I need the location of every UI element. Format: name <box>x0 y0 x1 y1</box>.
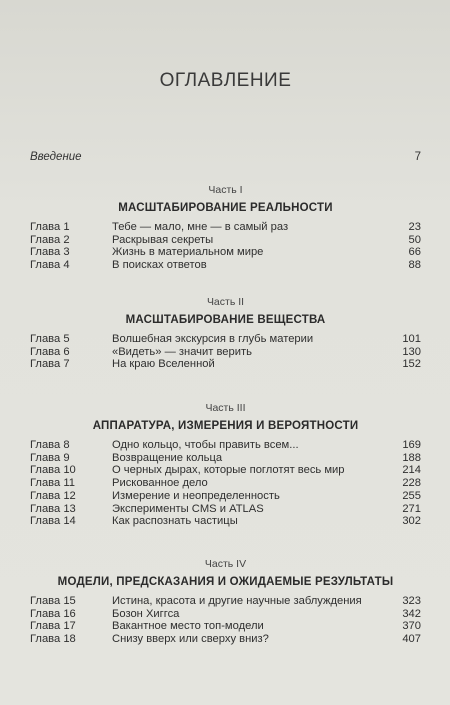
chapter-page: 169 <box>402 439 421 451</box>
part-label: Часть I <box>208 184 243 196</box>
toc-row <box>30 595 421 608</box>
chapter-title: Измерение и неопределенность <box>112 489 280 502</box>
chapter-page: 255 <box>402 489 421 502</box>
chapter-page: 370 <box>402 620 421 633</box>
chapter-number: Глава 18 <box>30 633 76 646</box>
part-label: Часть IV <box>204 558 247 570</box>
toc-row <box>30 633 421 646</box>
intro-page: 7 <box>414 151 421 163</box>
chapter-page: 271 <box>402 502 421 515</box>
chapter-page: 101 <box>402 333 421 345</box>
chapter-page: 66 <box>408 246 421 259</box>
part-1 <box>30 184 421 272</box>
chapter-number: Глава 3 <box>30 246 70 259</box>
toc-row <box>30 358 421 371</box>
chapter-number: Глава 10 <box>30 464 76 477</box>
chapter-title: Вакантное место топ-модели <box>112 620 264 633</box>
chapter-number: Глава 14 <box>30 515 76 528</box>
toc-row <box>30 515 421 528</box>
toc-row <box>30 246 421 259</box>
chapter-title: В поисках ответов <box>112 259 207 272</box>
chapter-list <box>30 595 421 646</box>
chapter-title: Раскрывая секреты <box>112 233 214 246</box>
chapter-number: Глава 4 <box>30 259 70 272</box>
chapter-title: Эксперименты CMS и ATLAS <box>112 502 264 515</box>
part-label: Часть II <box>206 296 245 308</box>
toc-intro-row <box>30 151 421 163</box>
chapter-number: Глава 7 <box>30 358 70 371</box>
chapter-number: Глава 2 <box>30 233 70 246</box>
chapter-title: Истина, красота и другие научные заблуждения <box>112 595 362 607</box>
chapter-title: Бозон Хиггса <box>112 607 180 620</box>
chapter-title: Рискованное дело <box>112 477 208 490</box>
chapter-title: Тебе — мало, мне — в самый раз <box>112 221 289 233</box>
chapter-number: Глава 11 <box>30 477 75 490</box>
chapter-page: 214 <box>402 464 421 477</box>
chapter-page: 130 <box>402 345 421 358</box>
chapter-number: Глава 15 <box>30 595 76 607</box>
chapter-number: Глава 1 <box>30 221 70 233</box>
chapter-page: 323 <box>402 595 421 607</box>
intro-title: Введение <box>30 151 82 163</box>
toc-row <box>30 259 421 272</box>
toc-row <box>30 464 421 477</box>
chapter-page: 342 <box>402 607 421 620</box>
chapter-page: 188 <box>402 451 421 464</box>
chapter-number: Глава 13 <box>30 502 76 515</box>
part-2 <box>30 296 421 371</box>
toc-row <box>30 234 421 247</box>
toc-row <box>30 477 421 490</box>
chapter-title: На краю Вселенной <box>112 358 215 371</box>
chapter-number: Глава 9 <box>30 451 70 464</box>
chapter-number: Глава 12 <box>30 489 76 502</box>
chapter-title: Возвращение кольца <box>112 451 223 464</box>
toc-row <box>30 503 421 516</box>
part-3 <box>30 402 421 528</box>
chapter-title: Как распознать частицы <box>112 515 238 528</box>
chapter-page: 407 <box>402 633 421 646</box>
chapter-number: Глава 5 <box>30 333 70 345</box>
chapter-page: 23 <box>408 221 421 233</box>
toc-row <box>30 620 421 633</box>
chapter-title: Снизу вверх или сверху вниз? <box>112 633 269 646</box>
chapter-page: 88 <box>408 259 421 272</box>
toc-row <box>30 333 421 346</box>
chapter-page: 302 <box>402 515 421 528</box>
toc-row <box>30 346 421 359</box>
toc-row <box>30 221 421 234</box>
chapter-title: «Видеть» — значит верить <box>112 345 252 358</box>
chapter-number: Глава 8 <box>30 439 70 451</box>
chapter-page: 152 <box>402 358 421 371</box>
part-title: АППАРАТУРА, ИЗМЕРЕНИЯ И ВЕРОЯТНОСТИ <box>92 420 359 432</box>
chapter-number: Глава 17 <box>30 620 76 633</box>
chapter-title: Волшебная экскурсия в глубь материи <box>112 333 314 345</box>
chapter-page: 50 <box>408 233 421 246</box>
chapter-list <box>30 333 421 371</box>
toc-row <box>30 608 421 621</box>
chapter-page: 228 <box>402 477 421 490</box>
toc-row <box>30 439 421 452</box>
chapter-title: Жизнь в материальном мире <box>112 246 264 259</box>
chapter-list <box>30 221 421 272</box>
toc-row <box>30 452 421 465</box>
chapter-list <box>30 439 421 528</box>
chapter-number: Глава 16 <box>30 607 76 620</box>
part-4 <box>30 558 421 646</box>
part-title: МАСШТАБИРОВАНИЕ РЕАЛЬНОСТИ <box>118 202 333 214</box>
part-title: МАСШТАБИРОВАНИЕ ВЕЩЕСТВА <box>125 314 326 326</box>
chapter-title: О черных дырах, которые поглотят весь мир <box>112 464 345 477</box>
part-title: МОДЕЛИ, ПРЕДСКАЗАНИЯ И ОЖИДАЕМЫЕ РЕЗУЛЬТАТЫ <box>57 576 394 588</box>
part-label: Часть III <box>205 402 246 414</box>
chapter-number: Глава 6 <box>30 345 70 358</box>
page-title: ОГЛАВЛЕНИЕ <box>159 70 292 91</box>
chapter-title: Одно кольцо, чтобы править всем... <box>112 439 299 451</box>
toc-row <box>30 490 421 503</box>
